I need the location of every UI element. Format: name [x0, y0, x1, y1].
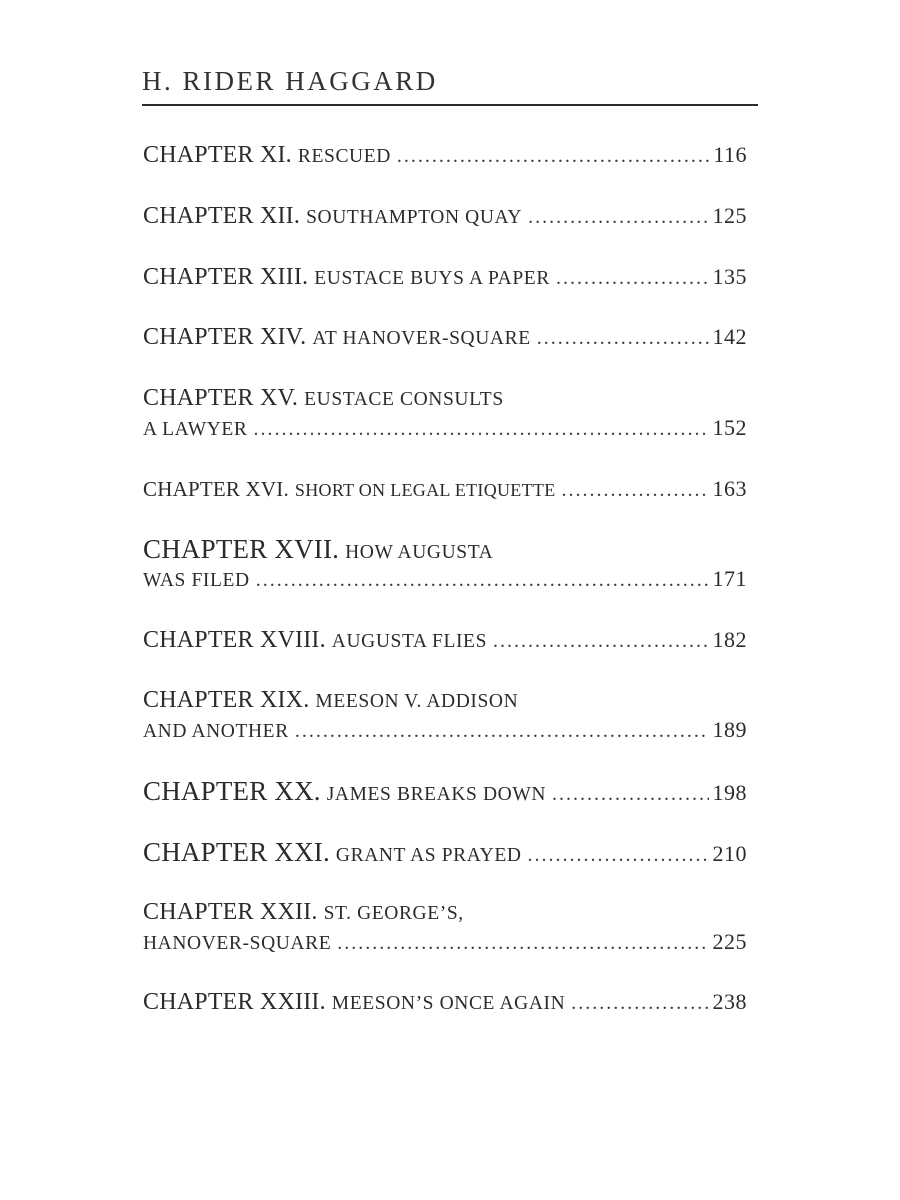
- dot-leader: [337, 928, 708, 958]
- toc-entry-xix[interactable]: [143, 685, 747, 745]
- chapter-title: HOW AUGUSTA: [345, 542, 494, 563]
- chapter-number: CHAPTER XXI.: [143, 837, 330, 867]
- chapter-title-continued: HANOVER-SQUARE: [143, 933, 332, 954]
- chapter-title: SHORT ON LEGAL ETIQUETTE: [294, 480, 556, 500]
- chapter-number: CHAPTER XV.: [143, 385, 299, 411]
- page-number: 163: [712, 476, 747, 501]
- page-number: 152: [712, 415, 747, 440]
- chapter-title: RESCUED: [297, 146, 391, 167]
- dot-leader: [528, 840, 709, 870]
- chapter-title: MEESON V. ADDISON: [315, 691, 519, 712]
- page-number: 135: [712, 264, 747, 289]
- chapter-title-continued: WAS FILED: [143, 570, 250, 591]
- author-name: H. RIDER HAGGARD: [142, 66, 438, 96]
- chapter-number: CHAPTER XX.: [143, 776, 321, 806]
- chapter-title: EUSTACE BUYS A PAPER: [314, 268, 550, 289]
- chapter-number: CHAPTER XXIII.: [143, 989, 326, 1015]
- chapter-title: AUGUSTA FLIES: [331, 631, 488, 652]
- chapter-number: CHAPTER XI.: [143, 142, 292, 168]
- dot-leader: [493, 626, 708, 656]
- toc-entry-xx[interactable]: [143, 776, 747, 806]
- chapter-number: CHAPTER XII.: [143, 203, 301, 229]
- dot-leader: [254, 414, 709, 444]
- chapter-title: MEESON’S ONCE AGAIN: [331, 993, 566, 1014]
- chapter-number: CHAPTER XIII.: [143, 264, 309, 290]
- running-header: [142, 64, 758, 106]
- page-number: 182: [712, 627, 747, 652]
- toc-entry-xxii[interactable]: [143, 897, 747, 957]
- chapter-title: AT HANOVER-SQUARE: [312, 328, 531, 349]
- page-number: 210: [712, 841, 747, 866]
- page-number: 198: [712, 780, 747, 805]
- dot-leader: [552, 779, 708, 809]
- page-number: 238: [712, 989, 747, 1014]
- dot-leader: [571, 988, 708, 1018]
- chapter-title-continued: A LAWYER: [143, 419, 248, 440]
- dot-leader: [256, 565, 709, 595]
- chapter-title-continued: AND ANOTHER: [143, 721, 289, 742]
- page-number: 116: [713, 142, 747, 167]
- toc-entry-xi[interactable]: [143, 140, 747, 170]
- chapter-number: CHAPTER XVI.: [143, 477, 289, 501]
- toc-entry-xv[interactable]: [143, 383, 747, 443]
- toc-entry-xiv[interactable]: [143, 322, 747, 352]
- chapter-title: SOUTHAMPTON QUAY: [306, 207, 523, 228]
- chapter-title: EUSTACE CONSULTS: [304, 389, 504, 410]
- toc-entry-xvi[interactable]: [143, 474, 747, 504]
- toc-entry-xiii[interactable]: [143, 262, 747, 292]
- chapter-number: CHAPTER XXII.: [143, 899, 318, 925]
- chapter-title: ST. GEORGE’S,: [323, 903, 464, 924]
- page-number: 225: [712, 929, 747, 954]
- page-number: 125: [712, 203, 747, 228]
- toc-entry-xxi[interactable]: [143, 837, 747, 867]
- chapter-number: CHAPTER XIX.: [143, 687, 310, 713]
- chapter-title: GRANT AS PRAYED: [335, 845, 522, 866]
- dot-leader: [562, 475, 709, 505]
- toc-entry-xxiii[interactable]: [143, 987, 747, 1017]
- toc-entry-xii[interactable]: [143, 201, 747, 231]
- chapter-number: CHAPTER XVII.: [143, 534, 340, 564]
- page-number: 142: [712, 324, 747, 349]
- dot-leader: [397, 141, 709, 171]
- toc-entry-xviii[interactable]: [143, 625, 747, 655]
- chapter-title: JAMES BREAKS DOWN: [326, 784, 547, 805]
- dot-leader: [295, 716, 709, 746]
- page-number: 189: [712, 717, 747, 742]
- dot-leader: [537, 323, 709, 353]
- page-number: 171: [712, 566, 747, 591]
- chapter-number: CHAPTER XIV.: [143, 324, 307, 350]
- dot-leader: [528, 202, 708, 232]
- chapter-number: CHAPTER XVIII.: [143, 627, 326, 653]
- toc-entry-xvii[interactable]: [143, 534, 747, 594]
- dot-leader: [556, 263, 709, 293]
